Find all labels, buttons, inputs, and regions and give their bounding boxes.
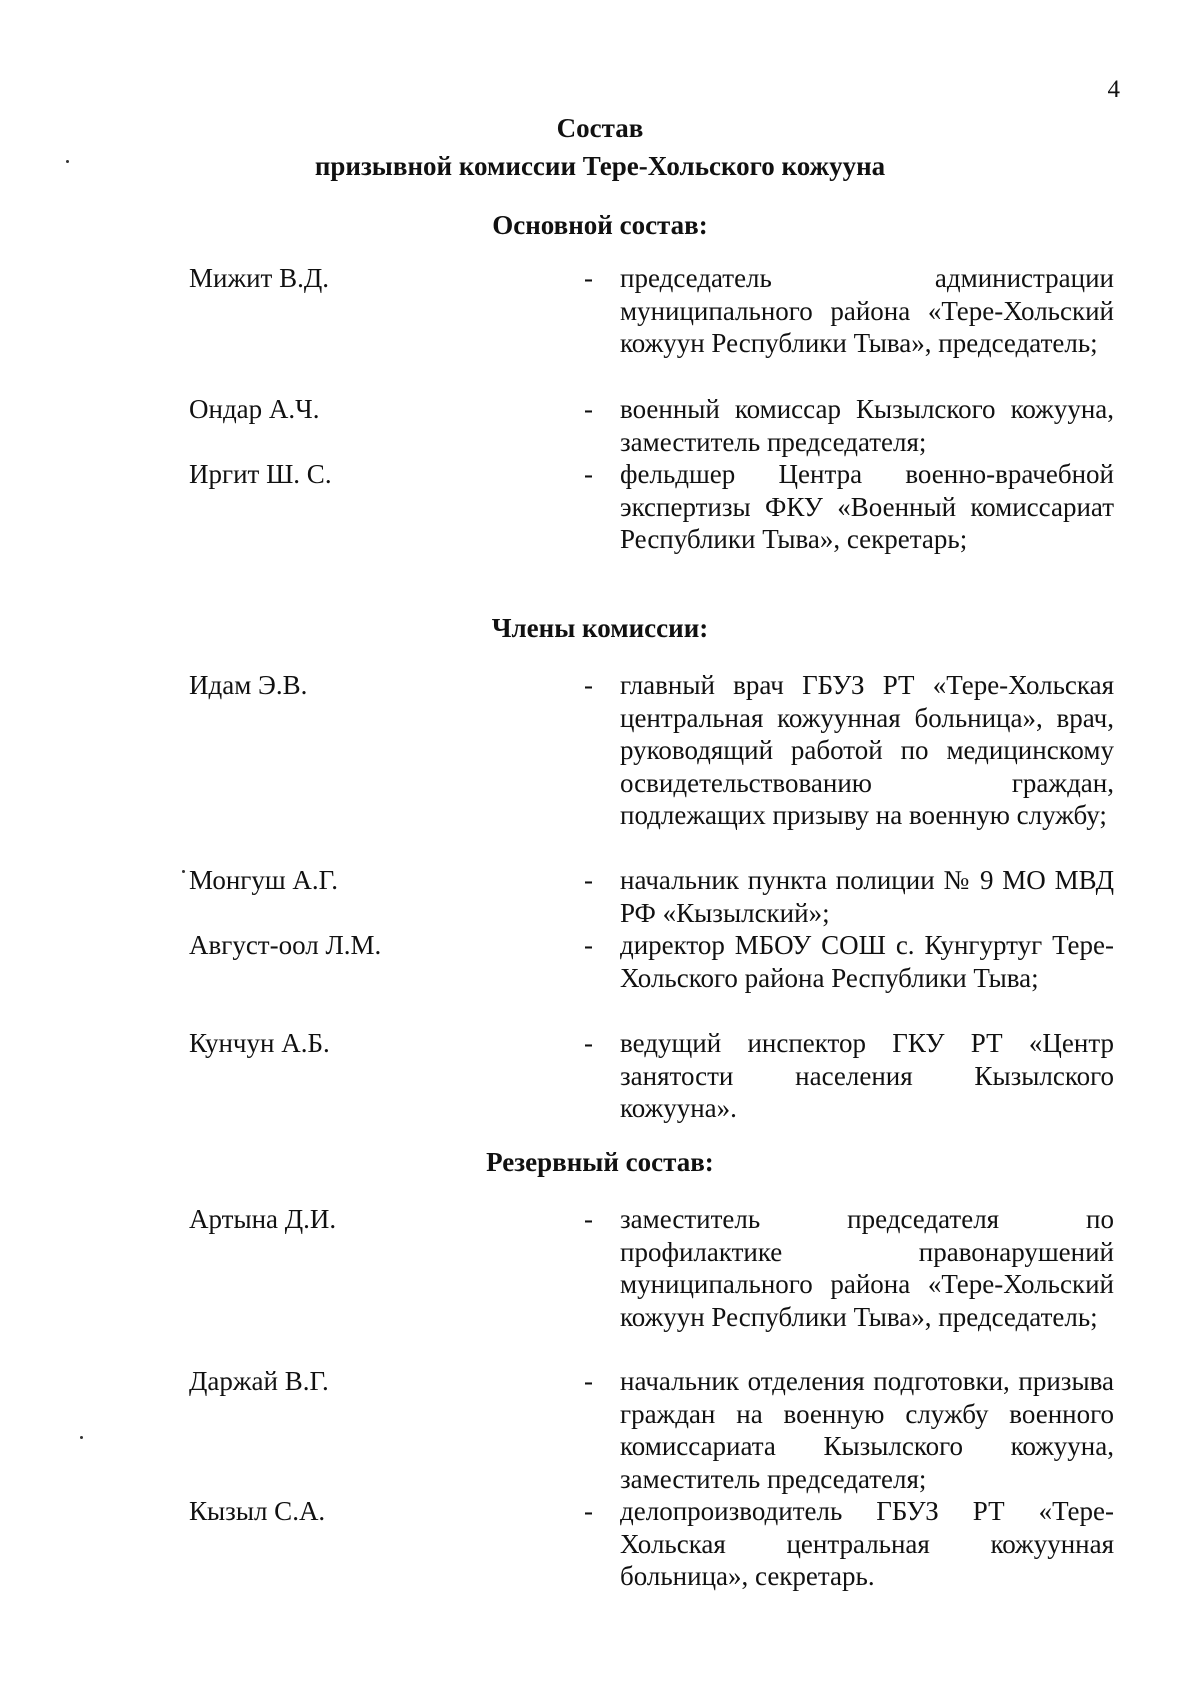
section-heading-reserve: Резервный состав:	[486, 1147, 714, 1177]
dash: -	[584, 670, 593, 700]
member-name: Кызыл С.А.	[189, 1496, 326, 1526]
dash: -	[584, 930, 593, 960]
document-title	[0, 112, 1200, 183]
dash: -	[584, 394, 593, 424]
member-role: начальник отделения подготовки, призыва граждан на военную службу военного комиссариата Кызылского кожууна, заместитель председателя;	[620, 1366, 1114, 1494]
member-name: Артына Д.И.	[189, 1204, 337, 1234]
member-role: главный врач ГБУЗ РТ «Тере-Хольская центральная кожуунная больница», врач, руководящий работой по медицинскому освидетельствованию граждан, подлежащих призыву на военную службу;	[620, 670, 1114, 830]
dash: -	[584, 1366, 593, 1396]
member-name: Иргит Ш. С.	[189, 459, 332, 489]
scan-speck	[182, 870, 185, 873]
member-name: Монгуш А.Г.	[189, 865, 338, 895]
member-role: делопроизводитель ГБУЗ РТ «Тере-Хольская центральная кожуунная больница», секретарь.	[620, 1496, 1114, 1591]
dash: -	[584, 459, 593, 489]
page-number: 4	[1107, 76, 1120, 103]
member-role: директор МБОУ СОШ с. Кунгуртуг Тере-Хольского района Республики Тыва;	[620, 930, 1114, 993]
member-role: военный комиссар Кызылского кожууна, заместитель председателя;	[620, 394, 1114, 457]
member-name: Кунчун А.Б.	[189, 1028, 330, 1058]
dash: -	[584, 263, 593, 293]
dash: -	[584, 1028, 593, 1058]
member-role: фельдшер Центра военно-врачебной экспертизы ФКУ «Военный комиссариат Республики Тыва», секретарь;	[620, 459, 1114, 554]
member-role: заместитель председателя по профилактике правонарушений муниципального района «Тере-Хольский кожуун Республики Тыва», председатель;	[620, 1204, 1114, 1332]
dash: -	[584, 1496, 593, 1526]
scan-speck	[80, 1436, 83, 1439]
member-name: Август-оол Л.М.	[189, 930, 382, 960]
member-name: Ондар А.Ч.	[189, 394, 320, 424]
scan-speck	[66, 160, 69, 163]
member-name: Мижит В.Д.	[189, 263, 330, 293]
section-heading-members: Члены комиссии:	[491, 613, 709, 643]
section-heading-main: Основной состав:	[492, 210, 708, 240]
dash: -	[584, 1204, 593, 1234]
title-line-2: призывной комиссии Тере-Хольского кожууна	[314, 151, 886, 181]
member-name: Даржай В.Г.	[189, 1366, 329, 1396]
member-name: Идам Э.В.	[189, 670, 308, 700]
member-role: ведущий инспектор ГКУ РТ «Центр занятости населения Кызылского кожууна».	[620, 1028, 1114, 1123]
dash: -	[584, 865, 593, 895]
title-line-1: Состав	[556, 113, 644, 143]
member-role: председатель администрации муниципального района «Тере-Хольский кожуун Республики Тыва», председатель;	[620, 263, 1114, 358]
member-role: начальник пункта полиции № 9 МО МВД РФ «Кызылский»;	[620, 865, 1114, 928]
